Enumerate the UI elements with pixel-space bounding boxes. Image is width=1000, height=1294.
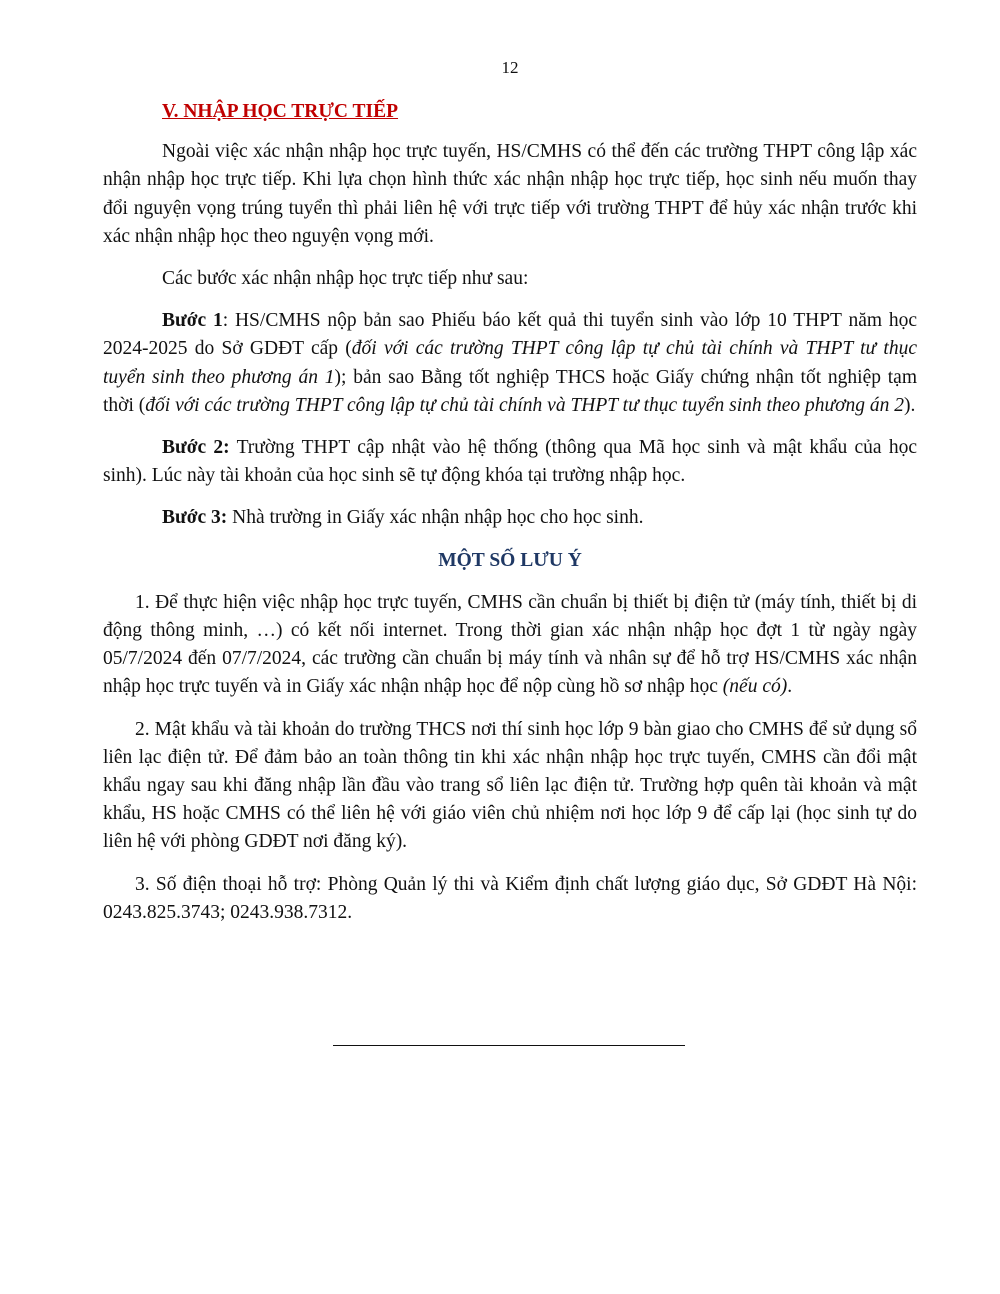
step-3-label: Bước 3: [162,507,228,529]
step-3-paragraph [103,504,917,532]
notes-heading: MỘT SỐ LƯU Ý [438,549,582,571]
step-1-text-c: ). [904,394,916,416]
step-1-italic-b: đối với các trường THPT công lập tự chủ tài chính và THPT tư thục tuyển sinh theo phương án 2 [145,394,905,416]
intro-paragraph: Ngoài việc xác nhận nhập học trực tuyến, HS/CMHS có thể đến các trường THPT công lập xác nhận nhập học trực tiếp. Khi lựa chọn hình thức xác nhận nhập học trực tiếp, học sinh nếu muốn thay đổi nguyện vọng trúng tuyển thì phải liên hệ với trực tiếp với trường THPT để hủy xác nhận trước khi xác nhận nhập học theo nguyện vọng mới. [103,141,917,247]
page-number: 12 [501,58,519,77]
end-divider [333,1045,685,1046]
section-heading: V. NHẬP HỌC TRỰC TIẾP [162,101,399,122]
steps-intro-paragraph: Các bước xác nhận nhập học trực tiếp như sau: [162,268,529,290]
step-2-label: Bước 2: [162,437,230,459]
note-3-paragraph: 3. Số điện thoại hỗ trợ: Phòng Quản lý thi và Kiểm định chất lượng giáo dục, Sở GDĐT Hà Nội: 0243.825.3743; 0243.938.7312. [103,873,917,923]
step-2-text: Trường THPT cập nhật vào hệ thống (thông qua Mã học sinh và mật khẩu của học sinh). Lúc này tài khoản của học sinh sẽ tự động khóa tại trường nhập học. [103,437,917,487]
document-body [103,98,917,941]
note-1-paragraph [103,589,917,702]
note-1-end: . [787,676,793,698]
step-1-paragraph [103,307,917,420]
step-1-text-a: : HS/CMHS nộp bản sao Phiếu báo kết quả thi tuyển sinh vào lớp 10 THPT năm học 2024-2025 do Sở GDĐT cấp ( [103,310,917,360]
step-3-text: Nhà trường in Giấy xác nhận nhập học cho học sinh. [227,507,644,529]
step-2-paragraph [103,434,917,490]
step-1-label: Bước 1 [162,310,223,332]
note-1-text: 1. Để thực hiện việc nhập học trực tuyến, CMHS cần chuẩn bị thiết bị điện tử (máy tính, thiết bị di động thông minh, …) có kết nối internet. Trong thời gian xác nhận nhập học đợt 1 từ ngày ngày 05/7/2024 đến 07/7/2024, các trường cần chuẩn bị máy tính và nhân sự để hỗ trợ HS/CMHS xác nhận nhập học trực tuyến và in Giấy xác nhận nhập học để nộp cùng hồ sơ nhập học [103,591,917,698]
note-2-paragraph: 2. Mật khẩu và tài khoản do trường THCS nơi thí sinh học lớp 9 bàn giao cho CMHS để sử dụng sổ liên lạc điện tử. Để đảm bảo an toàn thông tin khi xác nhận nhập học trực tuyến, CMHS cần đổi mật khẩu ngay sau khi đăng nhập lần đầu vào trang sổ liên lạc điện tử. Trường hợp quên tài khoản và mật khẩu, HS hoặc CMHS có thể liên hệ với giáo viên chủ nhiệm nơi học lớp 9 để cấp lại (học sinh tự do liên hệ với phòng GDĐT nơi đăng ký). [103,718,917,853]
step-1-italic-a: đối với các trường THPT công lập tự chủ tài chính và THPT tư thục tuyển sinh theo phương án 1 [103,338,918,388]
step-1-text-b: ); bản sao Bằng tốt nghiệp THCS hoặc Giấy chứng nhận tốt nghiệp tạm thời ( [103,366,917,416]
note-1-italic: (nếu có) [722,676,788,698]
